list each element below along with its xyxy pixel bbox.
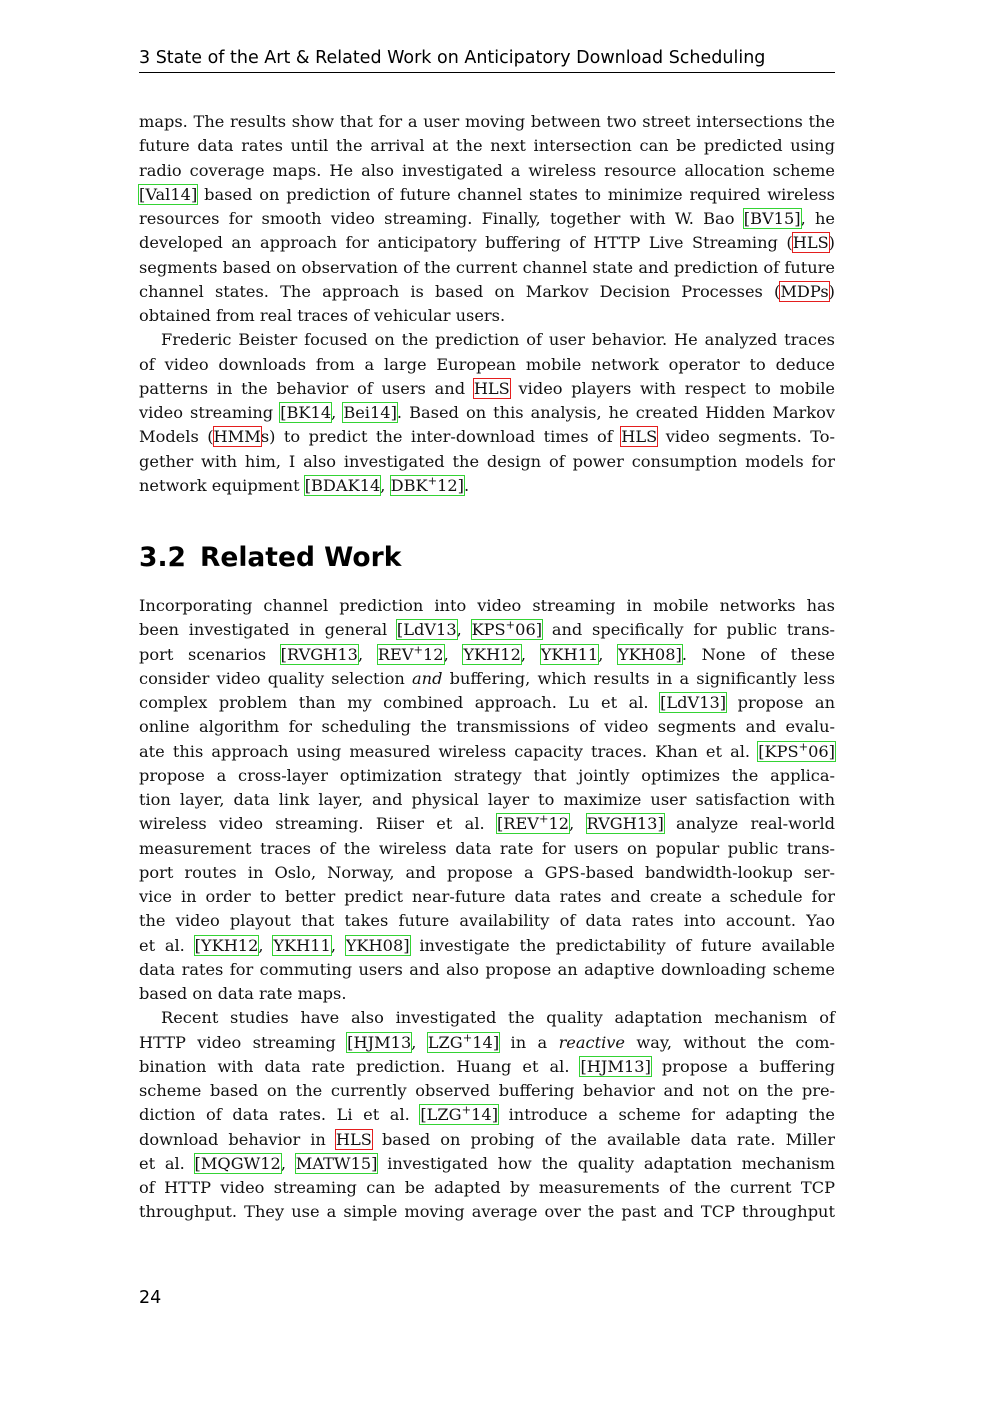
text-line bbox=[139, 304, 835, 328]
text-run: propose a buffering bbox=[650, 1056, 836, 1076]
citation-link[interactable] bbox=[377, 642, 444, 664]
text-line bbox=[139, 1079, 835, 1103]
text-run: , bbox=[569, 814, 587, 834]
text-line bbox=[139, 450, 835, 474]
paragraph-2 bbox=[139, 328, 835, 498]
citation-link[interactable] bbox=[580, 1057, 650, 1076]
citation-superscript: + bbox=[427, 473, 438, 488]
text-line bbox=[139, 861, 835, 885]
text-line bbox=[139, 909, 835, 933]
text-run: port scenarios bbox=[139, 644, 281, 664]
citation-key: [BDAK14 bbox=[304, 475, 381, 495]
text-run: radio coverage maps. He also investigated a wireless resource allocation scheme bbox=[139, 160, 835, 180]
citation-link[interactable] bbox=[273, 936, 331, 955]
text-line bbox=[139, 183, 835, 207]
citation-superscript: + bbox=[505, 617, 516, 632]
text-run: ) bbox=[828, 233, 835, 253]
text-line bbox=[139, 618, 835, 642]
text-run: obtained from real traces of vehicular users. bbox=[139, 306, 506, 325]
text-run: , bbox=[357, 644, 378, 664]
text-line bbox=[139, 1031, 835, 1055]
text-line bbox=[139, 256, 835, 280]
text-line bbox=[139, 982, 835, 1006]
paragraph-3 bbox=[139, 594, 835, 1006]
text-line bbox=[139, 1103, 835, 1127]
citation-key: [KPS bbox=[758, 741, 799, 761]
text-run: vice in order to better predict near-future data rates and create a schedule for bbox=[139, 887, 835, 906]
text-line bbox=[139, 1055, 835, 1079]
citation-link[interactable] bbox=[541, 645, 599, 664]
citation-key: MATW15] bbox=[295, 1153, 378, 1173]
citation-link[interactable] bbox=[420, 1102, 499, 1125]
text-run: future data rates until the arrival at the next intersection can be predicted using bbox=[139, 136, 835, 156]
text-line bbox=[139, 134, 835, 158]
section-number: 3.2 bbox=[139, 542, 186, 573]
acronym-link[interactable]: HLS bbox=[792, 233, 829, 253]
text-run: data rates for commuting users and also propose an adaptive downloading scheme bbox=[139, 959, 835, 979]
citation-link[interactable] bbox=[305, 476, 381, 495]
text-run: et al. bbox=[139, 935, 195, 955]
text-run: complex problem than my combined approach. Lu et al. bbox=[139, 693, 661, 712]
citation-year: 12 bbox=[422, 644, 444, 664]
text-run: , he bbox=[800, 209, 836, 228]
page-number: 24 bbox=[139, 1288, 162, 1308]
text-run: download behavior in bbox=[139, 1129, 336, 1149]
citation-link[interactable] bbox=[427, 1030, 500, 1052]
citation-link[interactable] bbox=[195, 1154, 281, 1173]
text-line bbox=[139, 691, 835, 715]
section-title: Related Work bbox=[199, 542, 402, 573]
citation-link[interactable] bbox=[496, 811, 570, 834]
citation-year: 06] bbox=[808, 741, 835, 761]
citation-link[interactable] bbox=[281, 645, 358, 664]
text-line bbox=[139, 788, 835, 812]
citation-key: [REV bbox=[496, 814, 539, 834]
text-line bbox=[139, 1152, 835, 1176]
text-line bbox=[139, 812, 835, 836]
text-run: ate this approach using measured wireless capacity traces. Khan et al. bbox=[139, 741, 759, 761]
text-run: network equipment bbox=[139, 475, 305, 495]
text-line bbox=[139, 401, 835, 425]
text-line bbox=[139, 353, 835, 377]
text-line bbox=[139, 1176, 835, 1200]
acronym-link[interactable]: MDPs bbox=[780, 281, 829, 301]
citation-superscript: + bbox=[538, 811, 549, 826]
paragraph-4 bbox=[139, 1006, 835, 1224]
citation-key: DBK bbox=[390, 475, 428, 495]
text-line bbox=[139, 231, 835, 255]
text-run: et al. bbox=[139, 1153, 195, 1173]
text-run: ) bbox=[828, 281, 835, 301]
acronym-link[interactable]: HLS bbox=[335, 1129, 372, 1149]
text-run: , bbox=[280, 1153, 296, 1173]
text-run: of video downloads from a large European mobile network operator to deduce bbox=[139, 354, 835, 374]
citation-key: YKH08] bbox=[618, 644, 682, 664]
citation-key: YKH11 bbox=[540, 644, 599, 664]
citation-link[interactable] bbox=[139, 185, 197, 204]
text-run: throughput. They use a simple moving average over the past and TCP throughput bbox=[139, 1202, 835, 1222]
text-run: of HTTP video streaming can be adapted by measurements of the current TCP bbox=[139, 1178, 835, 1197]
text-line bbox=[139, 1006, 835, 1030]
text-run: , bbox=[456, 620, 472, 640]
text-run: , bbox=[258, 935, 274, 955]
text-run: the video playout that takes future availability of data rates into account. Yao bbox=[139, 911, 835, 931]
text-line bbox=[139, 594, 835, 618]
text-run: , bbox=[380, 475, 391, 495]
citation-year: 14] bbox=[472, 1032, 500, 1052]
text-run: , bbox=[411, 1032, 428, 1052]
citation-key: YKH11 bbox=[273, 935, 331, 955]
citation-link[interactable] bbox=[347, 1033, 411, 1052]
text-run: based on probing of the available data rate. Miller bbox=[371, 1129, 835, 1149]
text-run: measurement traces of the wireless data rate for users on popular public trans- bbox=[139, 838, 835, 858]
acronym-link[interactable]: HLS bbox=[473, 378, 510, 398]
text-run: Frederic Beister focused on the prediction of user behavior. He analyzed traces bbox=[161, 330, 835, 350]
citation-key: [BK14 bbox=[280, 403, 332, 422]
citation-key: YKH12 bbox=[463, 644, 521, 664]
text-line bbox=[139, 764, 835, 788]
text-run: . Based on this analysis, he created Hidden Markov bbox=[396, 403, 835, 422]
text-run: based on prediction of future channel states to minimize required wireless bbox=[197, 184, 835, 204]
text-run: video segments. To- bbox=[657, 427, 835, 447]
text-line bbox=[139, 958, 835, 982]
text-run: propose an bbox=[726, 693, 836, 712]
section-heading bbox=[139, 538, 401, 578]
text-line bbox=[139, 837, 835, 861]
emphasis: reactive bbox=[558, 1032, 626, 1052]
text-line bbox=[139, 377, 835, 401]
text-run: been investigated in general bbox=[139, 620, 397, 640]
citation-key: [LdV13] bbox=[660, 693, 727, 712]
text-run: maps. The results show that for a user moving between two street intersections the bbox=[139, 112, 835, 131]
citation-year: 12] bbox=[437, 475, 464, 495]
text-run: online algorithm for scheduling the transmissions of video segments and evalu- bbox=[139, 717, 835, 737]
citation-key: YKH08] bbox=[345, 935, 410, 955]
citation-key: [YKH12 bbox=[194, 935, 259, 955]
text-run: s) to predict the inter-download times of bbox=[260, 427, 622, 447]
text-run: Recent studies have also investigated the quality adaptation mechanism of bbox=[161, 1008, 835, 1028]
text-run: diction of data rates. Li et al. bbox=[139, 1105, 421, 1125]
text-run: resources for smooth video streaming. Finally, together with W. Bao bbox=[139, 209, 744, 228]
text-line bbox=[139, 740, 835, 764]
text-line bbox=[139, 425, 835, 449]
citation-link[interactable] bbox=[397, 620, 457, 639]
citation-key: REV bbox=[377, 644, 414, 664]
text-line bbox=[139, 885, 835, 909]
text-run: Incorporating channel prediction into video streaming in mobile networks has bbox=[139, 596, 835, 615]
citation-link[interactable] bbox=[618, 645, 682, 664]
text-line bbox=[139, 159, 835, 183]
citation-key: [RVGH13 bbox=[280, 644, 358, 664]
citation-key: LZG bbox=[427, 1032, 463, 1052]
text-run: and specifically for public trans- bbox=[542, 620, 835, 640]
text-line bbox=[139, 280, 835, 304]
text-run: bination with data rate prediction. Huang et al. bbox=[139, 1056, 581, 1076]
text-run: in a bbox=[499, 1032, 559, 1052]
citation-link[interactable] bbox=[463, 645, 521, 664]
text-run: , bbox=[331, 403, 344, 422]
citation-year: 06] bbox=[515, 620, 543, 640]
text-line bbox=[139, 934, 835, 958]
running-header: 3 State of the Art & Related Work on Anticipatory Download Scheduling bbox=[139, 44, 835, 73]
citation-link[interactable] bbox=[280, 403, 331, 422]
text-line bbox=[139, 207, 835, 231]
text-run: patterns in the behavior of users and bbox=[139, 378, 474, 398]
text-line bbox=[139, 110, 835, 134]
text-line bbox=[139, 715, 835, 739]
citation-link[interactable] bbox=[343, 403, 397, 422]
citation-link[interactable] bbox=[195, 936, 259, 955]
citation-key: KPS bbox=[471, 620, 506, 640]
citation-link[interactable] bbox=[296, 1154, 378, 1173]
text-run: , bbox=[520, 644, 541, 664]
acronym-link[interactable]: HMM bbox=[213, 427, 261, 447]
text-run: tion layer, data link layer, and physical layer to maximize user satisfaction with bbox=[139, 790, 835, 809]
text-run: introduce a scheme for adapting the bbox=[498, 1105, 835, 1125]
text-run: , bbox=[330, 935, 346, 955]
text-run: port routes in Oslo, Norway, and propose a GPS-based bandwidth-lookup ser- bbox=[139, 862, 835, 882]
text-run: scheme based on the currently observed buffering behavior and not on the pre- bbox=[139, 1081, 835, 1100]
citation-link[interactable] bbox=[471, 617, 543, 640]
acronym-link[interactable]: HLS bbox=[621, 427, 658, 447]
text-line bbox=[139, 667, 835, 691]
text-line bbox=[139, 1200, 835, 1224]
text-run: . bbox=[463, 475, 470, 495]
citation-key: [LZG bbox=[420, 1105, 462, 1125]
citation-key: [Val14] bbox=[139, 184, 198, 204]
citation-link[interactable] bbox=[758, 739, 835, 761]
citation-key: [MQGW12 bbox=[194, 1153, 281, 1173]
text-run: , bbox=[443, 644, 464, 664]
text-run: . None of these bbox=[681, 644, 835, 664]
text-run: buffering, which results in a significantly less bbox=[442, 668, 835, 688]
citation-key: Bei14] bbox=[343, 403, 397, 422]
text-run: video streaming bbox=[139, 403, 281, 422]
text-line bbox=[139, 1128, 835, 1152]
citation-key: [LdV13 bbox=[396, 620, 457, 640]
citation-key: [HJM13 bbox=[347, 1032, 412, 1052]
citation-superscript: + bbox=[462, 1030, 473, 1045]
text-line bbox=[139, 643, 835, 667]
text-line bbox=[139, 328, 835, 352]
citation-superscript: + bbox=[461, 1102, 472, 1117]
paragraph-1 bbox=[139, 110, 835, 328]
citation-superscript: + bbox=[413, 642, 423, 657]
text-run: Models ( bbox=[139, 427, 214, 447]
text-run: investigate the predictability of future available bbox=[409, 935, 836, 955]
citation-link[interactable] bbox=[744, 209, 801, 228]
text-run: based on data rate maps. bbox=[139, 984, 347, 1003]
citation-link[interactable] bbox=[660, 693, 726, 712]
text-run: segments based on observation of the current channel state and prediction of future bbox=[139, 257, 835, 277]
emphasis: and bbox=[412, 668, 443, 688]
citation-key: RVGH13] bbox=[586, 814, 664, 834]
text-run: way, without the com- bbox=[625, 1032, 835, 1052]
text-line bbox=[139, 474, 835, 498]
text-run: HTTP video streaming bbox=[139, 1032, 348, 1052]
text-run: analyze real-world bbox=[663, 814, 835, 834]
text-run: video players with respect to mobile bbox=[509, 378, 836, 398]
citation-link[interactable] bbox=[346, 936, 410, 955]
text-run: , bbox=[598, 644, 618, 664]
citation-key: [BV15] bbox=[743, 209, 801, 228]
citation-year: 14] bbox=[471, 1105, 499, 1125]
citation-key: [HJM13] bbox=[580, 1056, 651, 1076]
text-run: channel states. The approach is based on Markov Decision Processes ( bbox=[139, 281, 781, 301]
citation-superscript: + bbox=[798, 739, 809, 754]
text-run: developed an approach for anticipatory buffering of HTTP Live Streaming ( bbox=[139, 233, 793, 253]
text-run: investigated how the quality adaptation mechanism bbox=[377, 1153, 836, 1173]
citation-link[interactable] bbox=[390, 473, 464, 495]
text-run: propose a cross-layer optimization strategy that jointly optimizes the applica- bbox=[139, 765, 835, 785]
citation-link[interactable] bbox=[587, 814, 664, 833]
citation-year: 12 bbox=[548, 814, 570, 834]
text-run: wireless video streaming. Riiser et al. bbox=[139, 814, 497, 834]
text-run: consider video quality selection bbox=[139, 668, 412, 688]
text-run: gether with him, I also investigated the design of power consumption models for bbox=[139, 451, 835, 471]
